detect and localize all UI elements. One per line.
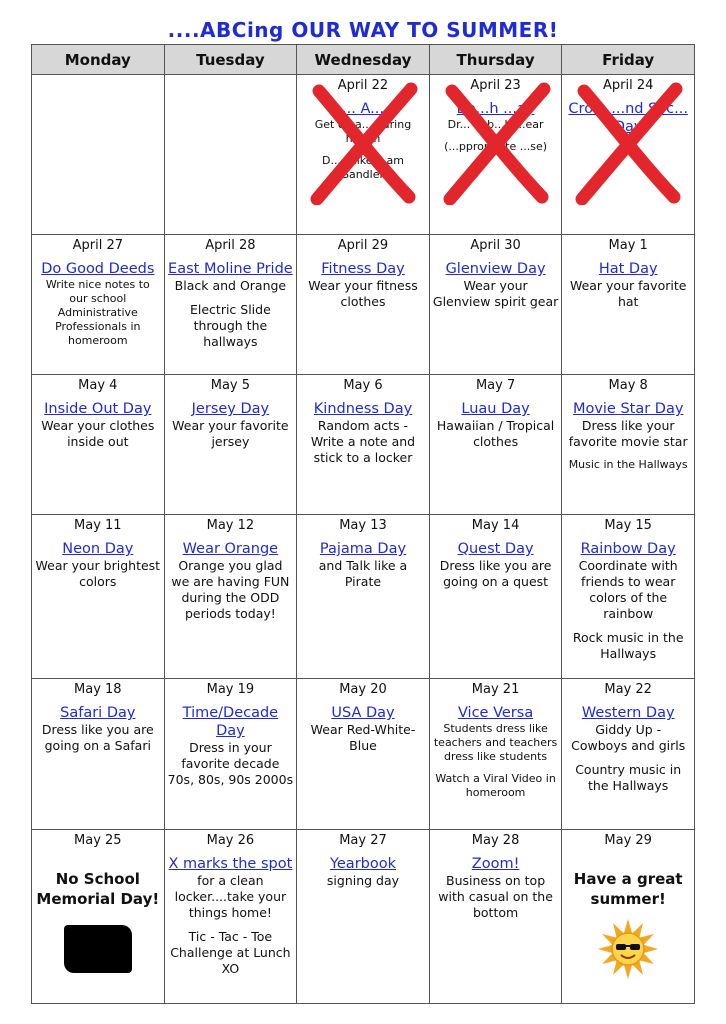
description: Dress like you are going on a quest — [439, 558, 552, 589]
theme-title: Western Day — [581, 705, 675, 721]
header-thursday: Thursday — [429, 45, 562, 75]
date-label: May 5 — [210, 378, 251, 393]
description: Wear your favorite jersey — [172, 418, 289, 449]
day-cell — [164, 235, 297, 375]
week-row — [32, 679, 695, 830]
date-label: April 27 — [72, 238, 123, 253]
day-cell — [164, 375, 297, 515]
date-label: April 28 — [205, 238, 256, 253]
header-friday: Friday — [562, 45, 695, 75]
theme-title: Neon Day — [62, 541, 134, 557]
theme-title: Kindness Day — [313, 401, 413, 417]
date-label: May 29 — [604, 833, 652, 848]
day-cell — [32, 235, 165, 375]
description-extra: Electric Slide through the hallways — [189, 302, 271, 349]
theme-title: Vice Versa — [457, 705, 534, 721]
description: Dress like your favorite movie star — [568, 418, 688, 449]
description: Giddy Up - Cowboys and girls — [571, 722, 686, 753]
description-extra: D... s like ...am Sandler — [321, 154, 404, 181]
header-row — [32, 45, 695, 75]
theme-title: Rainbow Day — [580, 541, 676, 557]
day-cell — [32, 515, 165, 679]
week-row — [32, 375, 695, 515]
theme-title: Quest Day — [457, 541, 534, 557]
theme-title: Be...h ...ay — [456, 101, 535, 117]
theme-title: ... A... — [342, 101, 384, 117]
theme-title: Wear Orange — [182, 541, 279, 557]
date-label: May 15 — [604, 518, 652, 533]
date-label: April 24 — [602, 78, 654, 93]
theme-title: Safari Day — [60, 705, 136, 721]
week-row — [32, 75, 695, 235]
theme-title: Glenview Day — [445, 261, 546, 277]
description-extra: Tic - Tac - Toe Challenge at Lunch XO — [170, 929, 291, 976]
description: Wear your fitness clothes — [308, 278, 418, 309]
day-cell — [32, 679, 165, 830]
description-extra: Watch a Viral Video in homeroom — [435, 772, 556, 799]
date-label: May 4 — [78, 378, 118, 393]
date-label: May 14 — [471, 518, 520, 533]
description: Wear Red-White-Blue — [310, 722, 416, 753]
date-label: May 18 — [74, 682, 122, 697]
day-cell — [32, 75, 165, 235]
date-label: May 21 — [471, 682, 520, 697]
day-cell — [562, 75, 695, 235]
day-cell — [429, 235, 562, 375]
description: Dr... in b...h ...ear — [447, 118, 544, 131]
description: for a clean locker....take your things home! — [174, 873, 287, 920]
theme-title: Zoom! — [471, 856, 520, 872]
date-label: May 12 — [206, 518, 255, 533]
day-cell — [429, 375, 562, 515]
description: Wear your clothes inside out — [41, 418, 155, 449]
description: Wear your brightest colors — [35, 558, 161, 589]
day-cell — [297, 679, 430, 830]
description: Dress in your favorite decade 70s, 80s, 90s 2000s — [167, 740, 294, 787]
description: Orange you glad we are having FUN during the ODD periods today! — [171, 558, 290, 621]
day-cell — [562, 830, 695, 1004]
header-monday: Monday — [32, 45, 165, 75]
description: Students dress like teachers and teachers dress like students — [433, 722, 558, 763]
theme-title: Cro... ...nd Soc... Day — [568, 101, 688, 135]
theme-title: Yearbook — [329, 856, 396, 872]
description-extra: Rock music in the Hallways — [572, 630, 684, 661]
day-cell — [562, 515, 695, 679]
day-cell — [297, 235, 430, 375]
date-label: May 19 — [206, 682, 255, 697]
theme-title: Luau Day — [461, 401, 530, 417]
date-label: May 22 — [604, 682, 652, 697]
day-cell — [164, 679, 297, 830]
date-label: May 11 — [74, 518, 122, 533]
day-cell — [562, 375, 695, 515]
day-cell — [297, 75, 430, 235]
day-cell — [429, 75, 562, 235]
date-label: April 22 — [337, 78, 389, 93]
date-label: May 6 — [343, 378, 383, 393]
date-label: May 27 — [339, 833, 387, 848]
description-extra: Music in the Hallways — [568, 458, 688, 471]
date-label: May 7 — [475, 378, 516, 393]
calendar-table — [31, 44, 695, 1004]
description: Dress like you are going on a Safari — [41, 722, 154, 753]
theme-title: USA Day — [331, 705, 395, 721]
description: Random acts - Write a note and stick to a locker — [310, 418, 416, 465]
theme-title: Movie Star Day — [572, 401, 684, 417]
day-cell — [297, 830, 430, 1004]
day-cell — [164, 830, 297, 1004]
theme-title: East Moline Pride — [168, 261, 293, 277]
date-label: May 26 — [206, 833, 255, 848]
theme-title: X marks the spot — [168, 856, 293, 872]
date-label: May 1 — [608, 238, 648, 253]
black-flag-icon — [64, 925, 132, 973]
date-label: May 25 — [74, 833, 122, 848]
description: Black and Orange — [174, 278, 287, 293]
day-cell — [297, 515, 430, 679]
theme-title: Do Good Deeds — [41, 261, 155, 277]
theme-title: Pajama Day — [319, 541, 407, 557]
description: signing day — [326, 873, 400, 888]
date-label: May 13 — [339, 518, 387, 533]
theme-title: Inside Out Day — [44, 401, 152, 417]
day-cell — [429, 515, 562, 679]
day-cell — [164, 515, 297, 679]
description-extra: Country music in the Hallways — [575, 762, 682, 793]
week-row — [32, 515, 695, 679]
description: Coordinate with friends to wear colors of the rainbow — [578, 558, 678, 621]
description: and Talk like a Pirate — [318, 558, 408, 589]
date-label: April 23 — [470, 78, 521, 93]
day-cell — [297, 375, 430, 515]
special-message: Have a great summer! — [573, 870, 683, 908]
description: Wear your Glenview spirit gear — [432, 278, 559, 309]
week-row — [32, 235, 695, 375]
description-extra: (...ppropriate ...se) — [444, 140, 548, 153]
theme-title: Jersey Day — [191, 401, 270, 417]
description: Hawaiian / Tropical clothes — [436, 418, 555, 449]
header-tuesday: Tuesday — [164, 45, 297, 75]
day-cell — [32, 375, 165, 515]
page-title: ....ABCing OUR WAY TO SUMMER! — [167, 18, 559, 42]
theme-title: Hat Day — [598, 261, 658, 277]
day-cell — [562, 235, 695, 375]
description: Get crea... during ho...m — [314, 118, 412, 145]
day-cell — [164, 75, 297, 235]
date-label: May 28 — [471, 833, 520, 848]
theme-title: Fitness Day — [321, 261, 405, 277]
day-cell — [429, 830, 562, 1004]
header-wednesday: Wednesday — [297, 45, 430, 75]
date-label: May 20 — [339, 682, 387, 697]
theme-title: Time/Decade Day — [182, 705, 279, 739]
date-label: April 30 — [470, 238, 521, 253]
day-cell — [562, 679, 695, 830]
description: Write nice notes to our school Administrative Professionals in homeroom — [45, 278, 150, 347]
week-row — [32, 830, 695, 1004]
day-cell — [32, 830, 165, 1004]
description: Business on top with casual on the bottom — [438, 873, 553, 920]
date-label: April 29 — [337, 238, 389, 253]
day-cell — [429, 679, 562, 830]
sun-with-sunglasses-icon — [596, 917, 660, 981]
special-message: No School Memorial Day! — [36, 870, 160, 908]
date-label: May 8 — [608, 378, 648, 393]
description: Wear your favorite hat — [569, 278, 687, 309]
